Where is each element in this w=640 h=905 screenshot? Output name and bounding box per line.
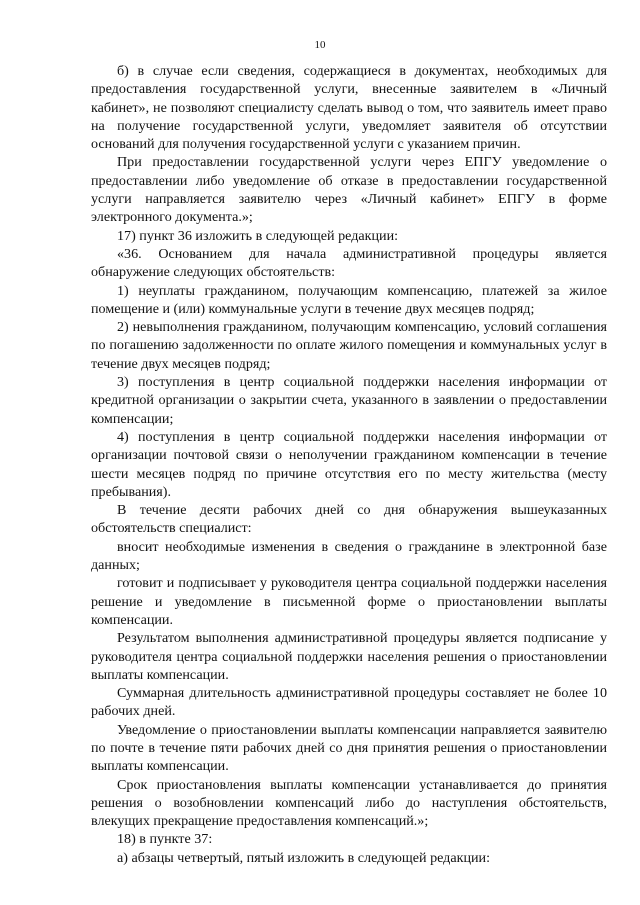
paragraph-9: В течение десяти рабочих дней со дня обнаружения вышеуказанных обстоятельств специалист: [91,502,607,537]
document-body [91,62,607,867]
paragraph-2: При предоставлении государственной услуги через ЕПГУ уведомление о предоставлении либо уведомление об отказе в предоставлении государственной услуги направляется заявителю через «Личный кабинет» ЕПГУ в форме электронного документа.»; [91,154,607,226]
paragraph-15: Срок приостановления выплаты компенсации устанавливается до принятия решения о возобновлении компенсаций либо до наступления обстоятельств, влекущих прекращение предоставления компенсаций.»; [91,776,607,830]
paragraph-17: а) абзацы четвертый, пятый изложить в следующей редакции: [117,849,491,866]
paragraph-8: 4) поступления в центр социальной поддержки населения информации от организации почтовой связи о неполучении гражданином компенсации в течение шести месяцев подряд по причине отсутствия его по месту жительства (месту пребывания). [91,428,607,500]
paragraph-3: 17) пункт 36 изложить в следующей редакции: [117,227,399,244]
paragraph-6: 2) невыполнения гражданином, получающим компенсацию, условий соглашения по погашению задолженности по оплате жилого помещения и коммунальных услуг в течение двух месяцев подряд; [91,319,607,372]
paragraph-11: готовит и подписывает у руководителя центра социальной поддержки населения решение и уведомление в письменной форме о приостановлении выплаты компенсации. [91,575,607,628]
paragraph-12: Результатом выполнения административной процедуры является подписание у руководителя центра социальной поддержки населения решения о приостановлении выплаты компенсации. [91,630,607,683]
paragraph-5: 1) неуплаты гражданином, получающим компенсацию, платежей за жилое помещение и (или) коммунальные услуги в течение двух месяцев подряд; [91,282,607,317]
paragraph-14: Уведомление о приостановлении выплаты компенсации направляется заявителю по почте в течение пяти рабочих дней со дня принятия решения о приостановлении выплаты компенсации. [91,721,607,775]
paragraph-4: «36. Основанием для начала административной процедуры является обнаружение следующих обстоятельств: [91,245,607,281]
paragraph-1: б) в случае если сведения, содержащиеся в документах, необходимых для предоставления государственной услуги, внесенные заявителем в «Личный кабинет», не позволяют специалисту сделать вывод о том, что заявитель имеет право на получение государственной услуги, уведомляет заявителя об отсутствии оснований для получения государственной услуги с указанием причин. [91,63,607,153]
paragraph-13: Суммарная длительность административной процедуры составляет не более 10 рабочих дней. [91,685,607,720]
paragraph-7: 3) поступления в центр социальной поддержки населения информации от кредитной организации о закрытии счета, указанного в заявлении о предоставлении компенсации; [91,374,607,427]
page-number: 10 [314,39,326,51]
paragraph-10: вносит необходимые изменения в сведения о гражданине в электронной базе данных; [91,538,607,574]
paragraph-16: 18) в пункте 37: [117,831,213,848]
